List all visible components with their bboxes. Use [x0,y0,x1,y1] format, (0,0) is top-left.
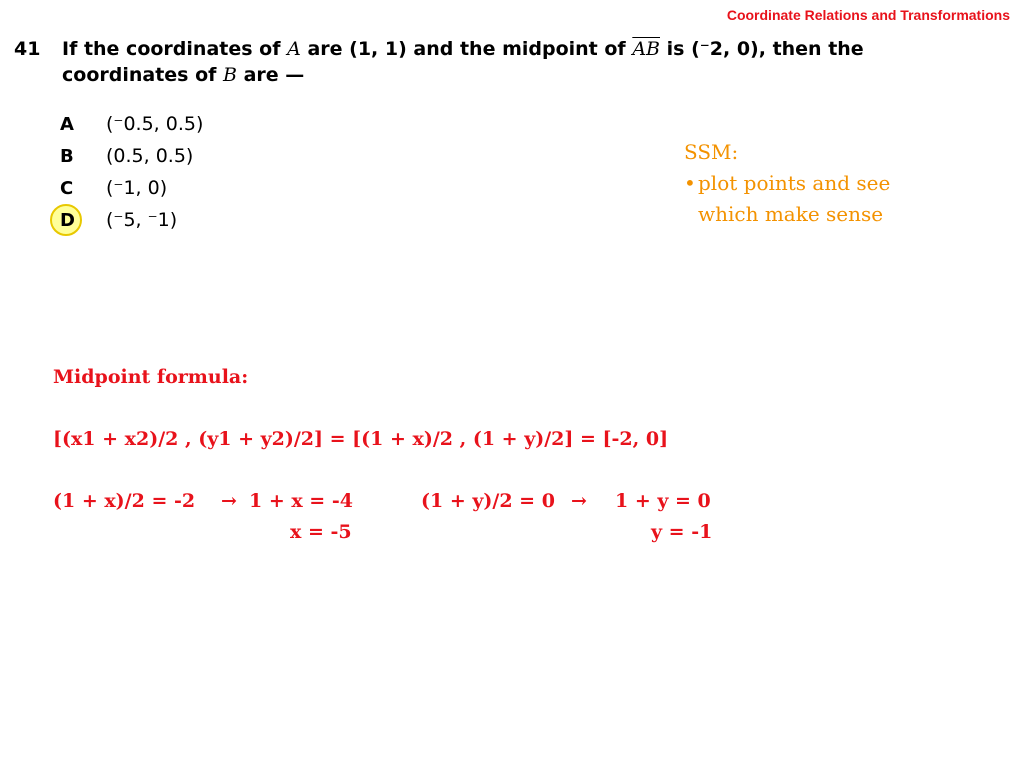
bullet-icon: • [684,171,696,195]
question-text-part: are [300,38,350,60]
choice-value: (0.5, 0.5) [106,145,194,167]
y-result: y = -1 [651,521,713,543]
midpoint-heading: Midpoint formula: [53,366,249,388]
page-header-title: Coordinate Relations and Transformations [726,7,1010,23]
choice-b[interactable] [60,140,203,172]
x-result: x = -5 [290,521,352,543]
ssm-title: SSM: [684,140,739,164]
question-text-part: is [660,38,692,60]
question-text-part: If the coordinates of [62,38,288,60]
question-number: 41 [14,38,41,60]
ssm-note [684,137,890,230]
arrow-icon: → [221,490,237,512]
choice-letter: B [60,145,74,167]
x-equation: (1 + x)/2 = -2 [53,490,196,512]
y-equation: (1 + y)/2 = 0 [421,490,555,512]
ssm-bullet-line: plot points and see [698,171,891,195]
choice-value: (⁻1, 0) [106,177,168,199]
choice-a[interactable] [60,108,203,140]
choice-value: (⁻0.5, 0.5) [106,113,204,135]
question-text-part: and the midpoint of [406,38,633,60]
question-text-part: , then the coordinates of [62,38,864,86]
midpoint-value: (⁻2, 0) [691,38,759,60]
point-a: (1, 1) [349,38,407,60]
variable-b: B [223,64,237,86]
arrow-icon: → [571,490,587,512]
question-text [62,36,942,88]
segment-ab: $\overline{AB}$ [632,38,660,60]
choice-value: (⁻5, ⁻1) [106,209,178,231]
choice-c[interactable] [60,172,203,204]
midpoint-formula: [(x1 + x2)/2 , (y1 + y2)/2] = [(1 + x)/2 , (1 + y)/2] = [-2, 0] [53,428,669,450]
ssm-bullet-line: which make sense [698,202,884,226]
choice-d[interactable] [60,204,203,236]
y-step: 1 + y = 0 [615,490,711,512]
answer-choices [60,108,203,236]
x-step: 1 + x = -4 [249,490,353,512]
ssm-bullet-text [698,168,890,230]
question-text-part: are — [237,64,305,86]
choice-letter: A [60,113,74,135]
choice-letter: C [60,177,74,199]
ssm-bullet-item [684,168,890,230]
variable-a: A [287,38,301,60]
choice-letter: D [60,209,75,231]
